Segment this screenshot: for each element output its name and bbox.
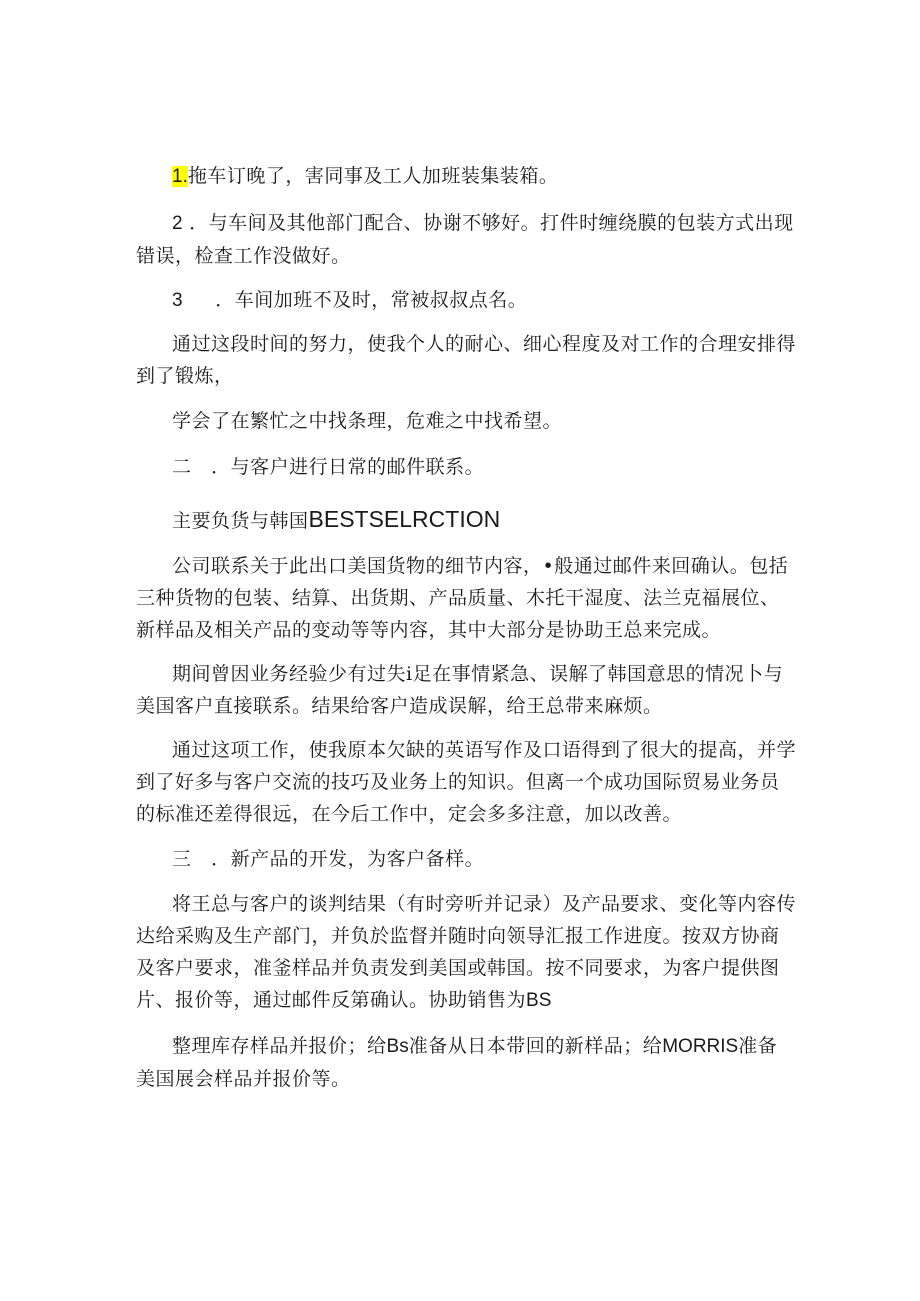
list-separator: ． xyxy=(189,212,209,234)
paragraph-10-text: 通过这项工作，使我原本欠缺的英语写作及口语得到了很大的提高，并学到了好多与客户交流的技巧及业务上的知识。但离一个成功国际贸易业务员的标准还差得很远，在今后工作中，定会多多注意，加以改善。 xyxy=(136,739,797,825)
section-number-3: 三 xyxy=(172,848,192,870)
indent xyxy=(136,1035,172,1057)
paragraph-13 xyxy=(136,1030,796,1095)
indent xyxy=(136,555,172,577)
paragraph-12-text: 将王总与客户的谈判结果（有时旁听并记录）及产品要求、变化等内容传达给采购及生产部门，并负於监督并随时向领导汇报工作进度。按双方协商及客户要求，准釜样品并负责发到美国或韩国。按不同要求，为客户提供图片、报价等，通过邮件反第确认。协助销售为 xyxy=(136,893,797,1011)
indent xyxy=(136,212,172,234)
paragraph-9 xyxy=(136,658,796,722)
indent xyxy=(136,289,172,311)
list-number-3: 3 xyxy=(172,290,183,311)
paragraph-12-tail: BS xyxy=(526,990,552,1011)
indent xyxy=(136,333,172,355)
paragraph-3-text: 车间加班不及时，常被叔叔点名。 xyxy=(234,289,528,311)
paragraph-7 xyxy=(136,503,796,537)
paragraph-2 xyxy=(136,207,796,272)
list-separator: ． xyxy=(211,848,231,870)
indent xyxy=(136,165,172,187)
company-name: BESTSELRCTION xyxy=(308,506,501,532)
list-number-1: 1. xyxy=(172,166,188,187)
section-number-2: 二 xyxy=(172,456,192,478)
indent xyxy=(136,739,172,761)
paragraph-8 xyxy=(136,550,796,646)
indent xyxy=(136,893,172,915)
paragraph-10 xyxy=(136,734,796,830)
section-heading-3 xyxy=(136,843,796,875)
list-separator: ． xyxy=(215,289,235,311)
list-number-2: 2 xyxy=(172,213,183,234)
indent xyxy=(136,456,172,478)
section-heading-2-text: 与客户进行日常的邮件联系。 xyxy=(230,456,485,478)
paragraph-13-part-c: 准备从日本带回的新样品；给 xyxy=(408,1035,663,1057)
indent xyxy=(136,848,172,870)
section-heading-2 xyxy=(136,451,796,483)
paragraph-4-text: 通过这段时间的努力，使我个人的耐心、细心程度及对工作的合理安排得到了锻炼， xyxy=(136,333,797,387)
paragraph-13-part-e: 准备美国展会样品并报价等。 xyxy=(136,1035,778,1090)
paragraph-7-text: 主要负货与韩国 xyxy=(172,510,309,532)
paragraph-5 xyxy=(136,405,796,437)
paragraph-5-text: 学会了在繁忙之中找条理，危难之中找希望。 xyxy=(172,410,563,432)
paragraph-13-part-a: 整理库存样品并报价；给 xyxy=(172,1035,387,1057)
paragraph-3 xyxy=(136,284,796,317)
paragraph-1-text: 拖车订晚了，害同事及工人加班装集装箱。 xyxy=(187,165,559,187)
indent xyxy=(136,410,172,432)
paragraph-1 xyxy=(136,160,796,193)
paragraph-4 xyxy=(136,328,796,392)
paragraph-13-part-b: Bs xyxy=(386,1036,409,1057)
paragraph-13-part-d: MORRIS xyxy=(662,1036,739,1057)
paragraph-8-text: 公司联系关于此出口美国货物的细节内容，•般通过邮件来回确认。包括三种货物的包装、结算、出货期、产品质量、木托干湿度、法兰克福展位、新样品及相关产品的变动等等内容，其中大部分是协助王总来完成。 xyxy=(136,555,789,641)
section-heading-3-text: 新产品的开发，为客户备样。 xyxy=(230,848,485,870)
indent xyxy=(136,663,172,685)
paragraph-12 xyxy=(136,888,796,1017)
paragraph-2-text: 与车间及其他部门配合、协谢不够好。打件时缠绕膜的包装方式出现错误，检查工作没做好。 xyxy=(136,212,794,267)
paragraph-9-text: 期间曾因业务经验少有过失i足在事情紧急、误解了韩国意思的情况卜与美国客户直接联系。结果给客户造成误解，给王总带来麻烦。 xyxy=(136,663,784,717)
indent xyxy=(136,510,172,532)
list-separator: ． xyxy=(211,456,231,478)
